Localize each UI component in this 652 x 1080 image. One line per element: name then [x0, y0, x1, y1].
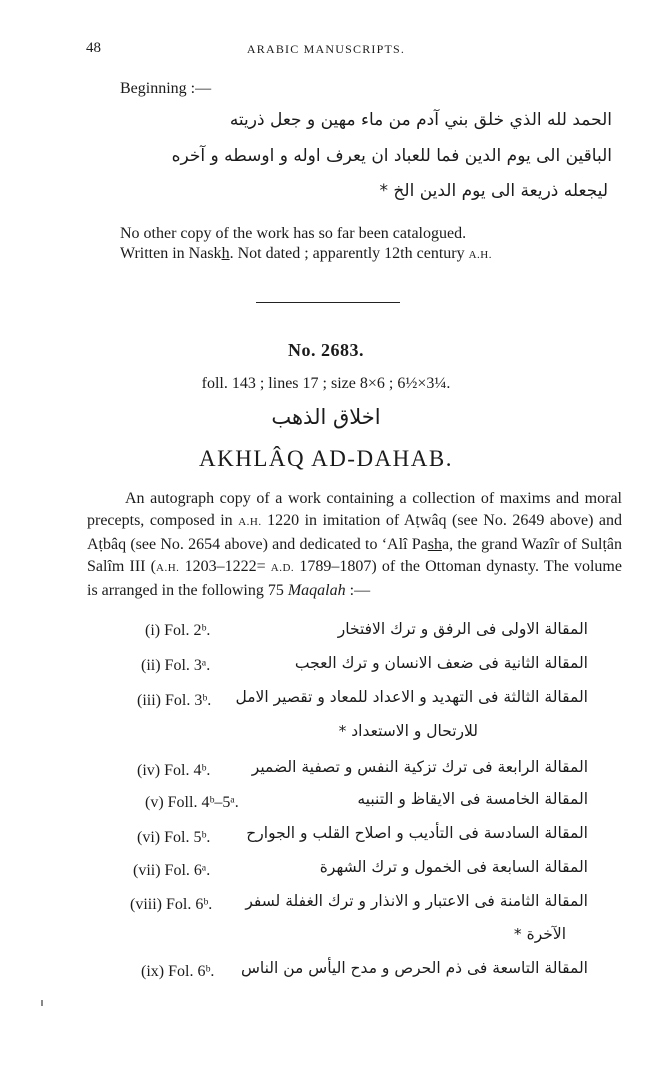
item-ref-2: (ii) Fol. 3ᵃ.: [141, 657, 211, 674]
item-arabic-3-cont: للارتحال و الاستعداد *: [338, 722, 478, 740]
item-arabic-8: المقالة الثامنة فى الاعتبار و الانذار و ترك الغفلة لسفر: [245, 892, 588, 910]
script-date-note: Written in Naskh. Not dated ; apparently 12th century A.H.: [120, 245, 492, 262]
item-arabic-6: المقالة السادسة فى التأديب و اصلاح القلب و الجوارح: [246, 824, 588, 842]
item-arabic-9: المقالة التاسعة فى ذم الحرص و مدح اليأس من الناس: [240, 959, 588, 977]
ink-speck: [41, 1000, 43, 1006]
beginning-label: Beginning :—: [120, 80, 212, 97]
item-arabic-8-cont: الآخرة *: [513, 925, 566, 943]
beginning-arabic-line-3: ليجعله ذريعة الى يوم الدين الخ *: [379, 181, 608, 201]
item-ref-4: (iv) Fol. 4ᵇ.: [137, 762, 211, 779]
folio-info: foll. 143 ; lines 17 ; size 8×6 ; 6½×3¼.: [201, 375, 451, 392]
running-head: ARABIC MANUSCRIPTS.: [246, 42, 406, 56]
item-arabic-3: المقالة الثالثة فى التهديد و الاعداد للمعاد و تقصير الامل: [235, 688, 588, 706]
catalogue-note: No other copy of the work has so far been catalogued.: [120, 225, 467, 242]
item-ref-6: (vi) Fol. 5ᵇ.: [137, 829, 211, 846]
section-divider: [256, 302, 400, 303]
item-arabic-2: المقالة الثانية فى ضعف الانسان و ترك العجب: [294, 654, 588, 672]
item-arabic-1: المقالة الاولى فى الرفق و ترك الافتخار: [337, 620, 588, 638]
item-arabic-5: المقالة الخامسة فى الايقاظ و التنبيه: [357, 790, 588, 808]
item-arabic-4: المقالة الرابعة فى ترك تزكية النفس و تصفية الضمير: [251, 758, 588, 776]
title-arabic: اخلاق الذهب: [271, 405, 381, 429]
page-number: 48: [86, 40, 101, 56]
item-arabic-7: المقالة السابعة فى الخمول و ترك الشهرة: [319, 858, 588, 876]
item-ref-7: (vii) Fol. 6ᵃ.: [133, 862, 211, 879]
beginning-arabic-line-1: الحمد لله الذي خلق بني آدم من ماء مهين و جعل ذريته: [229, 110, 612, 130]
title-english: AKHLÂQ AD-DAHAB.: [199, 446, 453, 471]
beginning-arabic-line-2: الباقين الى يوم الدين فما للعباد ان يعرف اوله و اوسطه و آخره: [171, 146, 612, 166]
item-ref-5: (v) Foll. 4ᵇ–5ᵃ.: [145, 794, 239, 811]
item-ref-9: (ix) Fol. 6ᵇ.: [141, 963, 215, 980]
item-ref-1: (i) Fol. 2ᵇ.: [145, 622, 211, 639]
entry-number: No. 2683.: [288, 340, 364, 360]
entry-description: An autograph copy of a work containing a collection of maxims and moral precepts, composed in A.H. 1220 in imitation of Aṭwâq (see No. 2649 above) and Aṭbâq (see No. 2654 above) and dedicated to ‘Alî Pasha, the grand Wazîr of Sulṭân Salîm III (A.H. 1203–1222= A.D. 1789–1807) of the Ottoman dynasty. The volume is arranged in the following 75 Maqalah :—: [87, 490, 623, 599]
item-ref-8: (viii) Fol. 6ᵇ.: [130, 896, 213, 913]
item-ref-3: (iii) Fol. 3ᵇ.: [137, 692, 212, 709]
